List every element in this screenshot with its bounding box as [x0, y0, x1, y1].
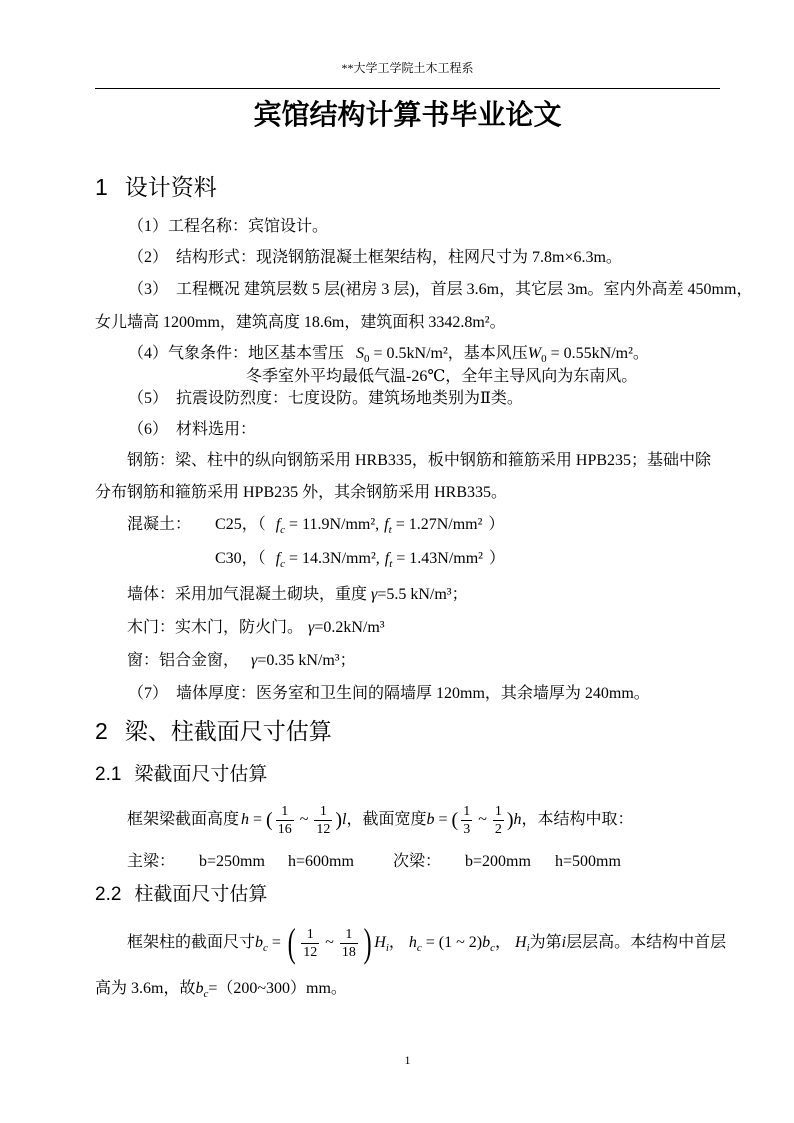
structure-form-item: （2） 结构形式：现浇钢筋混凝土框架结构，柱网尺寸为 7.8m×6.3m。	[128, 249, 622, 266]
open-paren: (	[451, 809, 459, 831]
section-title: 设计资料	[124, 174, 217, 200]
comma: ，	[388, 934, 405, 951]
fraction-numerator: 1	[463, 803, 471, 819]
gamma-symbol: γ	[251, 652, 258, 669]
h-symbol: h	[513, 811, 522, 828]
climate-item-line-2: 冬季室外平均最低气温-26℃，全年主导风向为东南风。	[246, 368, 638, 385]
project-overview-line-1: （3） 工程概况 建筑层数 5 层(裙房 3 层)，首层 3.6m，其它层 3m。室内外高差 450mm，	[128, 281, 753, 298]
fraction	[314, 804, 332, 837]
column-result-pre: 高为 3.6m，故	[95, 980, 196, 997]
subsection-heading-column	[95, 883, 267, 907]
running-header: **大学工学院土木工程系	[341, 61, 474, 75]
b-symbol: b	[195, 980, 204, 997]
fraction-denominator: 12	[316, 821, 331, 837]
document-title: 宾馆结构计算书毕业论文	[253, 98, 562, 131]
wind-load-subscript: 0	[541, 352, 547, 365]
fraction	[301, 927, 319, 960]
fraction-denominator: 3	[463, 821, 471, 837]
fraction-numerator: 1	[306, 926, 314, 942]
seismic-item: （5） 抗震设防烈度：七度设防。建筑场地类别为Ⅱ类。	[128, 390, 523, 407]
ft-value: = 1.43N/mm²	[392, 550, 483, 567]
fc-subscript: c	[280, 523, 286, 536]
fc-subscript: c	[280, 557, 286, 570]
header-rule	[95, 88, 720, 89]
fraction-denominator: 18	[341, 944, 356, 960]
window-label: 窗：铝合金窗，	[127, 652, 240, 669]
snow-load-value: = 0.5kN/m²	[369, 345, 448, 362]
i-subscript: i	[385, 941, 389, 954]
fraction	[276, 804, 294, 837]
open-paren: (	[266, 809, 273, 831]
b-symbol: b	[426, 811, 435, 828]
subsection-heading-beam	[95, 763, 267, 787]
secondary-beam-label: 次梁：	[393, 853, 442, 870]
fraction-numerator: 1	[281, 803, 289, 819]
beam-dimensions	[127, 852, 627, 872]
subsection-number: 2.1	[95, 764, 122, 785]
equals-sign: =	[267, 934, 285, 951]
climate-item	[128, 344, 649, 364]
column-formula-mid: 为第	[529, 934, 562, 951]
fc-value: = 14.3N/mm²,	[285, 550, 380, 567]
wind-load-value: = 0.55kN/m²	[546, 345, 633, 362]
fraction	[461, 804, 472, 837]
subsection-title: 柱截面尺寸估算	[134, 884, 268, 905]
column-size-result	[95, 979, 347, 999]
steel-line-1: 钢筋：梁、柱中的纵向钢筋采用 HRB335，板中钢筋和箍筋采用 HPB235；基础中除	[127, 452, 712, 469]
wall-unit-weight: =5.5 kN/m³；	[377, 586, 468, 603]
c-subscript: c	[416, 941, 422, 954]
section-number: 1	[95, 174, 108, 200]
section-heading-design-data	[95, 173, 217, 201]
fc-value: = 11.9N/mm²,	[285, 516, 380, 533]
fraction-denominator: 12	[303, 944, 318, 960]
equals-sign: =	[434, 811, 452, 828]
project-name-item: （1）工程名称：宾馆设计。	[128, 218, 329, 235]
H-symbol: H	[374, 934, 386, 951]
i-subscript: i	[526, 941, 530, 954]
window-unit-weight: =0.35 kN/m³；	[257, 652, 356, 669]
secondary-beam-width: b=200mm	[465, 853, 531, 870]
h-symbol: h	[408, 934, 417, 951]
ft-symbol: f	[384, 516, 389, 533]
column-size-formula	[127, 921, 726, 965]
column-result-value: =（200~300）mm。	[208, 980, 347, 997]
wall-item	[127, 585, 468, 605]
fc-symbol: f	[275, 516, 281, 533]
wall-thickness-item: （7） 墙体厚度：医务室和卫生间的隔墙厚 120mm，其余墙厚为 240mm。	[128, 685, 650, 702]
subsection-title: 梁截面尺寸估算	[134, 764, 268, 785]
comma: ，	[495, 934, 512, 951]
climate-label: （4）气象条件：地区基本雪压	[128, 345, 345, 362]
fraction-numerator: 1	[345, 926, 353, 942]
H-symbol: H	[515, 934, 527, 951]
column-formula-pre: 框架柱的截面尺寸	[127, 934, 256, 951]
ft-value: = 1.27N/mm²	[391, 516, 483, 533]
section-heading-member-sizes	[95, 717, 332, 745]
b-symbol: b	[482, 934, 491, 951]
beam-formula-pre: 框架梁截面高度	[127, 811, 240, 828]
concrete-line-c30	[215, 549, 505, 569]
wall-label: 墙体：采用加气混凝土砌块，重度	[127, 586, 368, 603]
ft-subscript: t	[388, 523, 392, 536]
wind-load-label: ，基本风压	[447, 345, 528, 362]
beam-formula-mid: ，截面宽度	[346, 811, 427, 828]
close-paren: )	[506, 809, 514, 831]
door-item	[127, 618, 385, 638]
fraction-numerator: 1	[494, 803, 502, 819]
main-beam-label: 主梁：	[127, 853, 176, 870]
wind-load-symbol: W	[527, 345, 542, 362]
fc-symbol: f	[275, 550, 281, 567]
fraction	[493, 804, 504, 837]
secondary-beam-height: h=500mm	[555, 853, 621, 870]
tilde: ~	[299, 811, 309, 828]
section-title: 梁、柱截面尺寸估算	[124, 718, 332, 744]
c-subscript: c	[203, 987, 209, 1000]
concrete-close-paren: ）	[488, 516, 505, 533]
concrete-label: 混凝土：	[127, 516, 192, 533]
ft-subscript: t	[389, 557, 393, 570]
l-symbol: l	[342, 811, 347, 828]
concrete-line-c25	[127, 515, 504, 535]
main-beam-height: h=600mm	[288, 853, 354, 870]
column-formula-end: 层层高。本结构中首层	[566, 934, 727, 951]
main-beam-width: b=250mm	[199, 853, 265, 870]
climate-end-punct: 。	[632, 345, 649, 362]
open-paren: (	[287, 920, 296, 965]
c-subscript: c	[490, 941, 496, 954]
fraction-numerator: 1	[319, 803, 327, 819]
i-symbol: i	[561, 934, 567, 951]
steel-line-2: 分布钢筋和箍筋采用 HPB235 外，其余钢筋采用 HRB335。	[95, 484, 508, 501]
fraction-denominator: 2	[494, 821, 502, 837]
concrete-grade: C30，（	[215, 550, 266, 567]
equals-sign: =	[249, 811, 267, 828]
subsection-number: 2.2	[95, 884, 122, 905]
fraction	[340, 927, 358, 960]
ft-symbol: f	[384, 550, 390, 567]
c-subscript: c	[263, 941, 268, 954]
door-unit-weight: =0.2kN/m³	[314, 619, 385, 636]
close-paren: )	[363, 920, 372, 965]
section-number: 2	[95, 718, 108, 744]
tilde: ~	[478, 811, 487, 828]
beam-formula-end: ，本结构中取：	[521, 811, 634, 828]
beam-size-formula	[127, 800, 634, 840]
tilde: ~	[325, 934, 334, 951]
concrete-close-paren: ）	[488, 550, 505, 567]
close-paren: )	[335, 809, 343, 831]
project-overview-line-2: 女儿墙高 1200mm，建筑高度 18.6m，建筑面积 3342.8m²。	[95, 314, 506, 331]
door-label: 木门：实木门，防火门。	[127, 619, 304, 636]
materials-item: （6） 材料选用：	[128, 421, 257, 438]
b-symbol: b	[255, 934, 264, 951]
snow-load-subscript: 0	[364, 352, 370, 365]
window-item	[127, 651, 356, 671]
h-symbol: h	[241, 811, 250, 828]
gamma-symbol: γ	[371, 586, 378, 603]
snow-load-symbol: S	[356, 345, 365, 362]
fraction-denominator: 16	[277, 821, 292, 837]
page-number: 1	[404, 1053, 411, 1067]
hc-expression: = (1 ~ 2)	[421, 934, 483, 951]
concrete-grade: C25，（	[215, 516, 266, 533]
gamma-symbol: γ	[308, 619, 315, 636]
